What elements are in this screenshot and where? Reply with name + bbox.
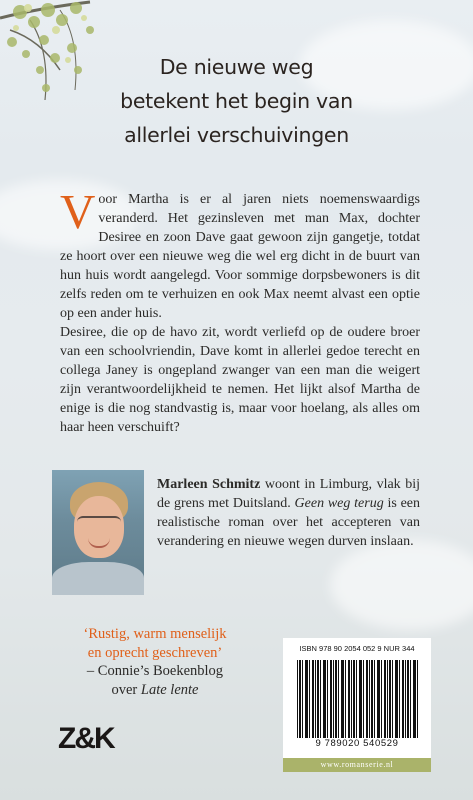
website-url: www.romanserie.nl <box>283 758 431 772</box>
blurb-paragraph <box>60 184 420 323</box>
tagline-line: betekent het begin van <box>120 89 353 113</box>
blurb <box>60 184 420 437</box>
quote-source-title: Late lente <box>140 681 199 698</box>
quote-line: en oprecht geschreven’ <box>87 644 223 661</box>
review-quote <box>60 625 250 699</box>
quote-source <box>60 681 250 700</box>
tagline-line: De nieuwe weg <box>159 55 314 79</box>
author-bio-text: is een realistische roman over het accepteren van verandering en nieuwe wegen durven inslaan. <box>157 496 420 549</box>
barcode <box>297 660 419 738</box>
barcode-panel <box>283 638 431 772</box>
author-photo <box>52 470 144 595</box>
blurb-paragraph: Desiree, die op de havo zit, wordt verliefd op de oudere broer van een schoolvriendin, Dave komt in allerlei gedoe terecht en collega Janey is ongepland zwanger van een man die weigert zijn verantwoordelijkheid te nemen. Het lijkt alsof Martha de enige is die nog standvastig is, maar voor hoelang, als alles om haar heen verschuift? <box>60 325 420 435</box>
author-name: Marleen Schmitz <box>157 477 261 492</box>
barcode-number: 9 789020 540529 <box>315 738 399 749</box>
tagline <box>0 50 473 152</box>
drop-cap: V <box>60 184 96 239</box>
quote-source-prefix: over <box>111 681 141 698</box>
blurb-paragraph-text: oor Martha is er al jaren niets noemenswaardigs veranderd. Het gezinsleven met man Max, dochter Desiree en zoon Dave gaat gewoon zijn gangetje, totdat ze hoort over een nieuwe weg die wel erg dicht in de buurt van hun huis wordt aangelegd. Voor sommige dorpsbewoners is dit zelfs reden om te verhuizen en ook Max neemt alvast een optie op een ander huis. <box>60 192 420 321</box>
isbn-text: ISBN 978 90 2054 052 9 NUR 344 <box>299 644 415 653</box>
quote-source: – Connie’s Boekenblog <box>86 663 224 679</box>
quote-line: ‘Rustig, warm menselijk <box>83 626 227 642</box>
sky-cloud <box>330 540 473 630</box>
book-title: Geen weg terug <box>294 496 384 511</box>
tagline-line: allerlei verschuivingen <box>124 123 349 147</box>
publisher-logo: Z&K <box>58 722 114 755</box>
author-bio <box>157 475 420 551</box>
author-bio-text: woont in Limburg, vlak bij de grens met Duitsland. <box>157 477 421 511</box>
